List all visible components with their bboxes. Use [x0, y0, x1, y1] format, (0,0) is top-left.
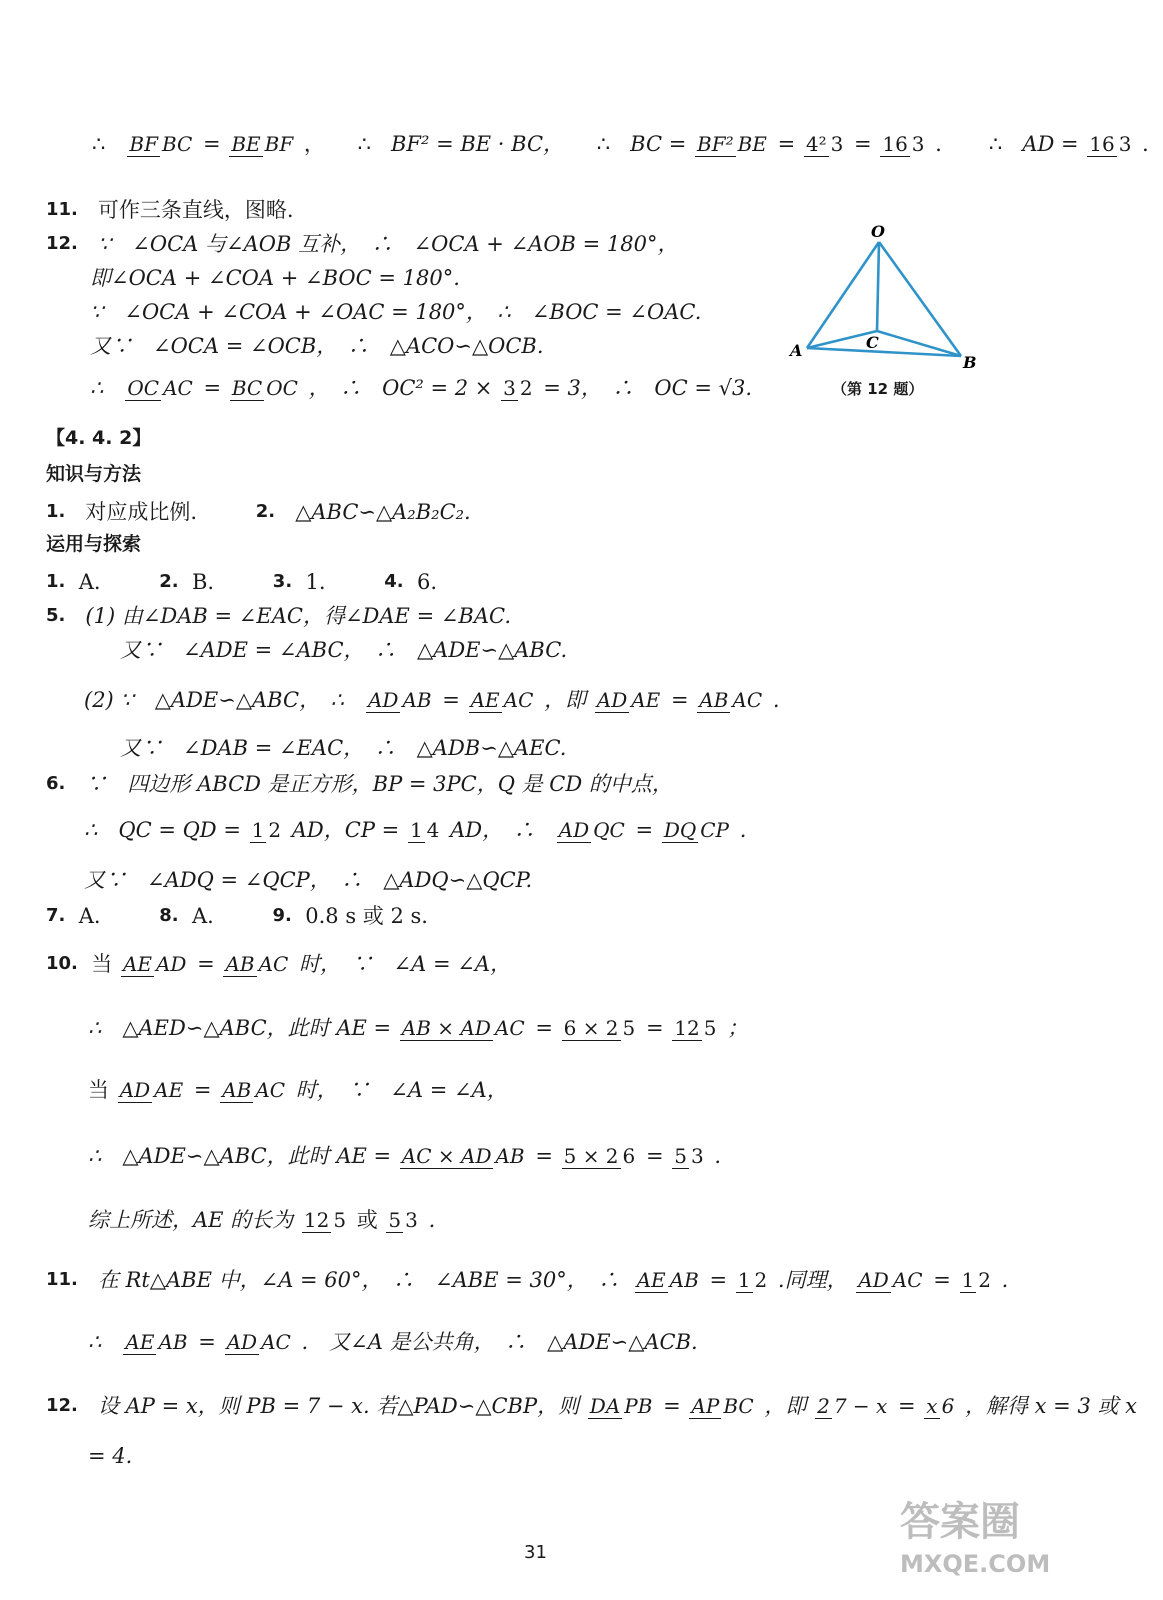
fraction: BF BC: [129, 131, 193, 156]
edge-ob: [879, 242, 961, 356]
heading-application: 运用与探索: [46, 533, 142, 555]
fraction: 16 3: [882, 131, 925, 156]
answer-10-line-5: 综上所述，AE 的长为 12 5 或 5 3 .: [88, 1207, 436, 1232]
fraction: OC AC: [127, 375, 193, 400]
answer-11-line: 11. 可作三条直线，图略.: [46, 197, 294, 222]
watermark-url: MXQE.COM: [900, 1550, 1051, 1578]
label-b: B: [963, 353, 977, 372]
label-a: A: [790, 341, 803, 360]
answer-5-line-1: 5. (1) 由∠DAB = ∠EAC，得∠DAE = ∠BAC.: [46, 603, 512, 628]
knowledge-answers: 1. 对应成比例. 2. △ABC∽△A₂B₂C₂.: [46, 499, 471, 524]
answer-5-line-2: 又∵ ∠ADE = ∠ABC， ∴ △ADE∽△ABC.: [120, 637, 568, 662]
answer-12-line-1: 12. ∵ ∠OCA 与∠AOB 互补， ∴ ∠OCA + ∠AOB = 180°，: [46, 231, 679, 256]
answer-12-line-2: 即∠OCA + ∠COA + ∠BOC = 180°.: [90, 265, 460, 290]
answer-6-line-3: 又∵ ∠ADQ = ∠QCP， ∴ △ADQ∽△QCP.: [84, 867, 533, 892]
answer-10-line-4: ∴ △ADE∽△ABC，此时 AE = AC × AD AB = 5 × 2 6 = 5 3 .: [88, 1143, 722, 1168]
answer-5-line-4: 又∵ ∠DAB = ∠EAC， ∴ △ADB∽△AEC.: [120, 735, 567, 760]
edge-oc: [877, 242, 879, 331]
fraction: BC OC: [231, 375, 298, 400]
answers-1-4: 1. A. 2. B. 3. 1. 4. 6.: [46, 569, 438, 594]
fraction: 4² 3: [805, 131, 844, 156]
answer-6-line-1: 6. ∵ 四边形 ABCD 是正方形，BP = 3PC，Q 是 CD 的中点，: [46, 771, 673, 796]
answer-10-line-3: 当 AD AE = AB AC 时， ∵ ∠A = ∠A，: [88, 1077, 508, 1102]
watermark-logo: 答案圈: [900, 1499, 1020, 1545]
answer-5-line-3: (2) ∵ △ADE∽△ABC， ∴ AD AB = AE AC ，即 AD AE = AB AC .: [84, 687, 780, 712]
fraction: BF² BE: [697, 131, 767, 156]
figure-caption: （第 12 题）: [832, 380, 924, 398]
triangle-figure: [785, 222, 985, 382]
answer-10-line-2: ∴ △AED∽△ABC，此时 AE = AB × AD AC = 6 × 2 5 = 12 5 ；: [88, 1015, 749, 1040]
label-o: O: [871, 222, 885, 241]
fraction: BE BF: [231, 131, 294, 156]
answer-11-line-1: 11. 在 Rt△ABE 中，∠A = 60°， ∴ ∠ABE = 30°， ∴ AE AB = 1 2 .同理， AD AC = 1 2 .: [46, 1267, 1009, 1292]
answer-12b-line-2: = 4.: [88, 1443, 133, 1468]
fraction: 16 3: [1089, 131, 1132, 156]
answers-7-9: 7. A. 8. A. 9. 0.8 s 或 2 s.: [46, 903, 428, 928]
answer-6-line-2: ∴ QC = QD = 1 2 AD，CP = 1 4 AD， ∴ AD QC = DQ CP .: [84, 817, 747, 842]
answer-12-line-5: ∴ OC AC = BC OC ， ∴ OC² = 2 × 3 2 = 3， ∴ OC = √3.: [90, 375, 753, 400]
fraction: 3 2: [503, 375, 533, 400]
answer-12-line-4: 又∵ ∠OCA = ∠OCB， ∴ △ACO∽△OCB.: [90, 333, 544, 358]
label-c: C: [866, 333, 879, 352]
answer-10-line-1: 10. 当 AE AD = AB AC 时， ∵ ∠A = ∠A，: [46, 951, 511, 976]
answer-11-line-2: ∴ AE AB = AD AC . 又∠A 是公共角， ∴ △ADE∽△ACB.: [88, 1329, 698, 1354]
answer-12b-line-1: 12. 设 AP = x，则 PB = 7 − x. 若△PAD∽△CBP，则 DA PB = AP BC ，即 2 7 − x = x 6 ，解得 x = 3 或 x: [46, 1393, 1138, 1418]
answer-12-line-3: ∵ ∠OCA + ∠COA + ∠OAC = 180°， ∴ ∠BOC = ∠OAC.: [90, 299, 702, 324]
line-bf-bc: ∴ BF BC = BE BF ， ∴ BF² = BE · BC， ∴ BC = BF² BE = 4² 3 = 16 3 ． ∴ AD = 16 3 ．: [92, 131, 1163, 156]
section-heading: 【4. 4. 2】: [46, 427, 152, 449]
page-number: 31: [524, 1542, 547, 1563]
heading-knowledge: 知识与方法: [46, 463, 142, 485]
